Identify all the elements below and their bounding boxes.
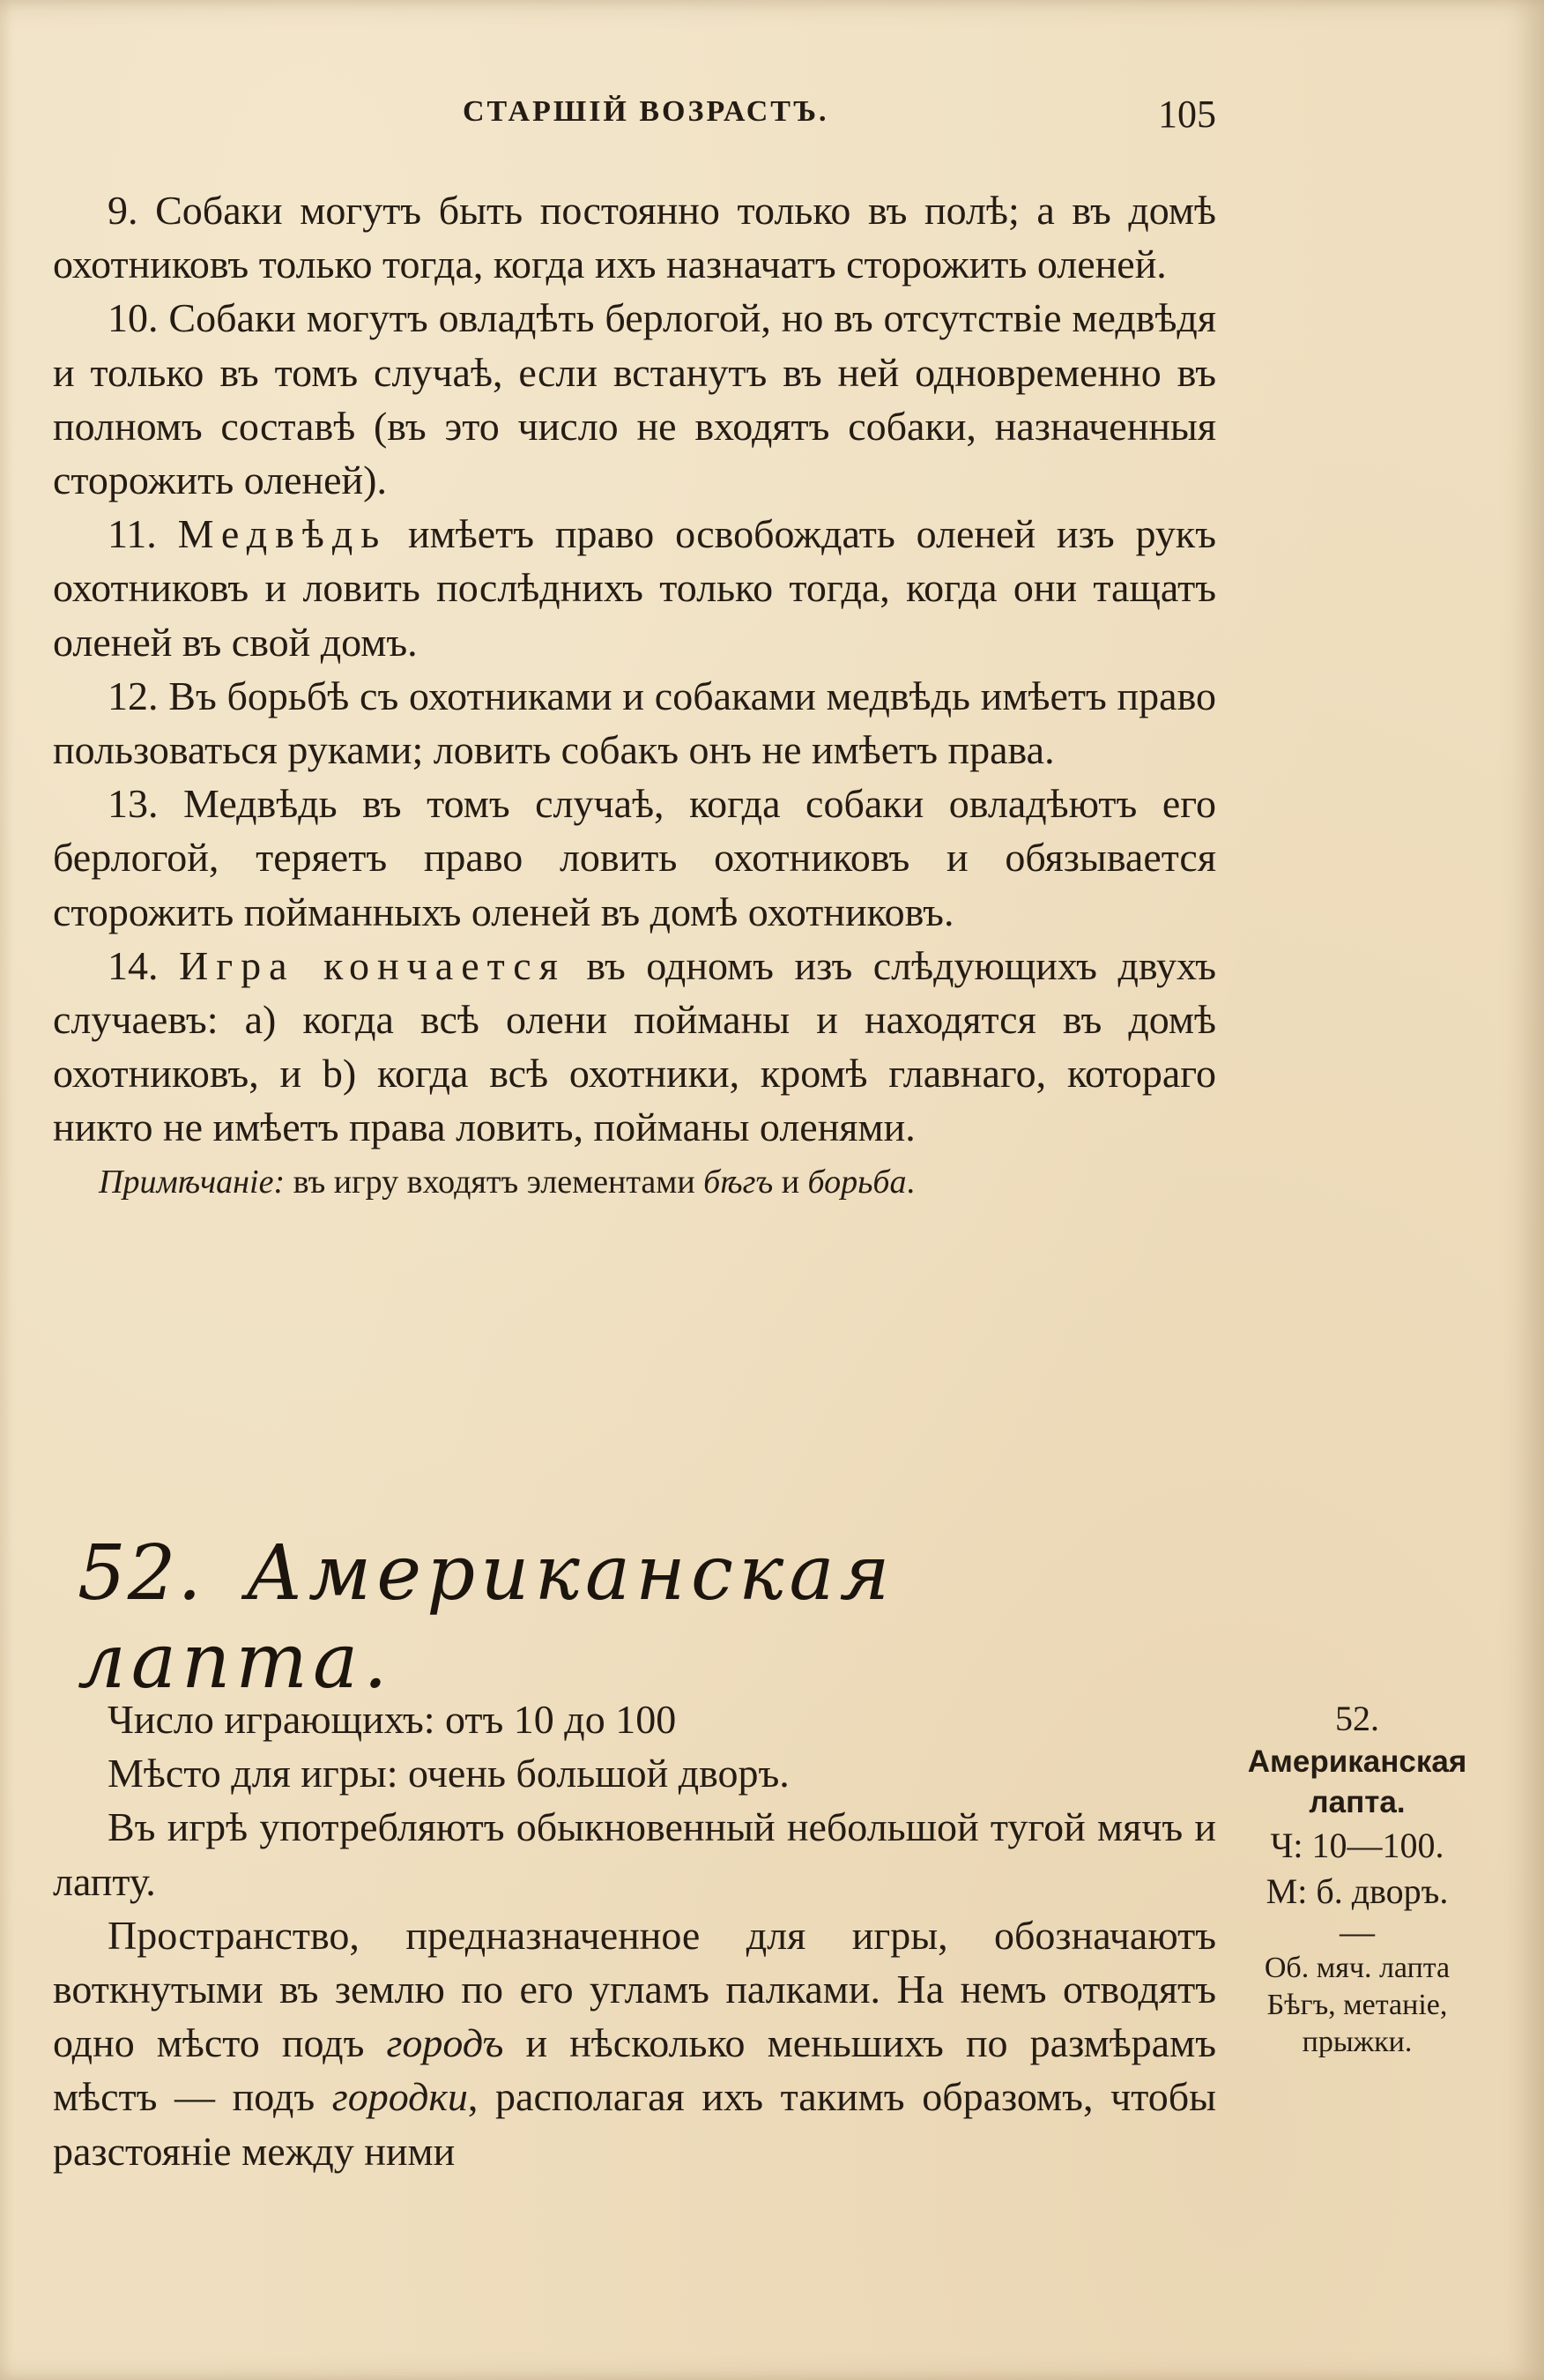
rules-text xyxy=(53,183,1216,1208)
space-term-towns: городки xyxy=(331,2074,468,2120)
summary-equipment: Об. мяч. лапта xyxy=(1264,1952,1451,1984)
space-text-2: и нѣсколько меньшихъ по размѣрамъ мѣстъ — подъ xyxy=(53,2020,1216,2120)
summary-elements-line-1: Бѣгъ, метаніе, xyxy=(1266,1989,1448,2021)
summary-elements-line-2: прыжки. xyxy=(1302,2026,1413,2058)
section-title: Американская лапта. xyxy=(78,1529,895,1706)
note xyxy=(53,1157,1216,1208)
summary-place: М: б. дворъ. xyxy=(1266,1871,1449,1911)
note-text-1: въ игру входятъ элементами xyxy=(285,1163,704,1201)
space-text-1: Пространство, предназначенное для игры, обозначаютъ воткнутыми въ землю по его угламъ палками. На немъ отводятъ одно мѣсто подъ xyxy=(53,1912,1216,2066)
page-number: 105 xyxy=(1158,93,1216,136)
rule-11-text: имѣетъ право освобождать оленей изъ рукъ охотниковъ и ловить послѣднихъ только тогда, когда они тащатъ оленей въ свой домъ. xyxy=(53,511,1217,665)
summary-title-line-2: лапта. xyxy=(1309,1785,1406,1819)
rule-14-text: въ одномъ изъ слѣдующихъ двухъ случаевъ: a) когда всѣ олени пойманы и находятся въ домѣ охотниковъ, и b) когда всѣ охотники, кромѣ главнаго, котораго никто не имѣетъ права ловить, пойманы оленями. xyxy=(53,942,1217,1150)
space-paragraph xyxy=(53,1908,1216,2178)
running-title: СТАРШІЙ ВОЗРАСТЪ. xyxy=(463,95,829,128)
note-text-3: . xyxy=(906,1163,916,1201)
players-count: Число играющихъ: отъ 10 до 100 xyxy=(108,1697,677,1742)
rule-14-number: 14. xyxy=(108,942,159,988)
space-text-3: , располагая ихъ такимъ образомъ, чтобы разстояніе между ними xyxy=(53,2074,1217,2174)
page-header xyxy=(53,95,1216,139)
rule-11-number: 11. xyxy=(108,511,157,557)
rule-14-emphasis: Игра кончается xyxy=(179,942,566,988)
summary-divider: — xyxy=(1340,1912,1375,1952)
equipment-paragraph: Въ игрѣ употребляютъ обыкновенный небольшой тугой мячъ и лапту. xyxy=(53,1804,1216,1904)
rule-11-emphasis: Медвѣдь xyxy=(177,511,388,557)
summary-number: 52. xyxy=(1335,1699,1379,1738)
section-body xyxy=(53,1692,1216,2178)
note-label: Примѣчаніе: xyxy=(99,1163,286,1201)
rule-13: 13. Медвѣдь въ томъ случаѣ, когда собаки овладѣютъ его берлогой, теряетъ право ловить охотниковъ и обязывается сторожить пойманныхъ оленей въ домѣ охотниковъ. xyxy=(53,781,1216,934)
rule-9: 9. Собаки могутъ быть постоянно только въ полѣ; а въ домѣ охотниковъ только тогда, когда ихъ назначатъ сторожить оленей. xyxy=(53,188,1216,287)
section-number: 52. xyxy=(78,1529,204,1618)
summary-players: Ч: 10—100. xyxy=(1270,1826,1444,1865)
margin-summary xyxy=(1225,1696,1489,2061)
note-text-2: и xyxy=(773,1163,808,1201)
rule-10: 10. Собаки могутъ овладѣть берлогой, но въ отсутствіе медвѣдя и только въ томъ случаѣ, если встанутъ въ ней одновременно въ полномъ составѣ (въ это число не входятъ собаки, назначенныя сторожить оленей). xyxy=(53,295,1216,503)
note-term-run: бѣгъ xyxy=(703,1163,774,1201)
summary-title-line-1: Американская xyxy=(1247,1744,1467,1779)
section-heading xyxy=(78,1529,1223,1706)
space-term-city: городъ xyxy=(386,2020,504,2066)
rule-14 xyxy=(53,939,1216,1155)
play-place: Мѣсто для игры: очень большой дворъ. xyxy=(108,1751,790,1796)
rule-12: 12. Въ борьбѣ съ охотниками и собаками медвѣдь имѣетъ право пользоваться руками; ловить собакъ онъ не имѣетъ права. xyxy=(53,673,1216,773)
rule-11 xyxy=(53,507,1216,669)
note-term-fight: борьба xyxy=(807,1163,907,1201)
